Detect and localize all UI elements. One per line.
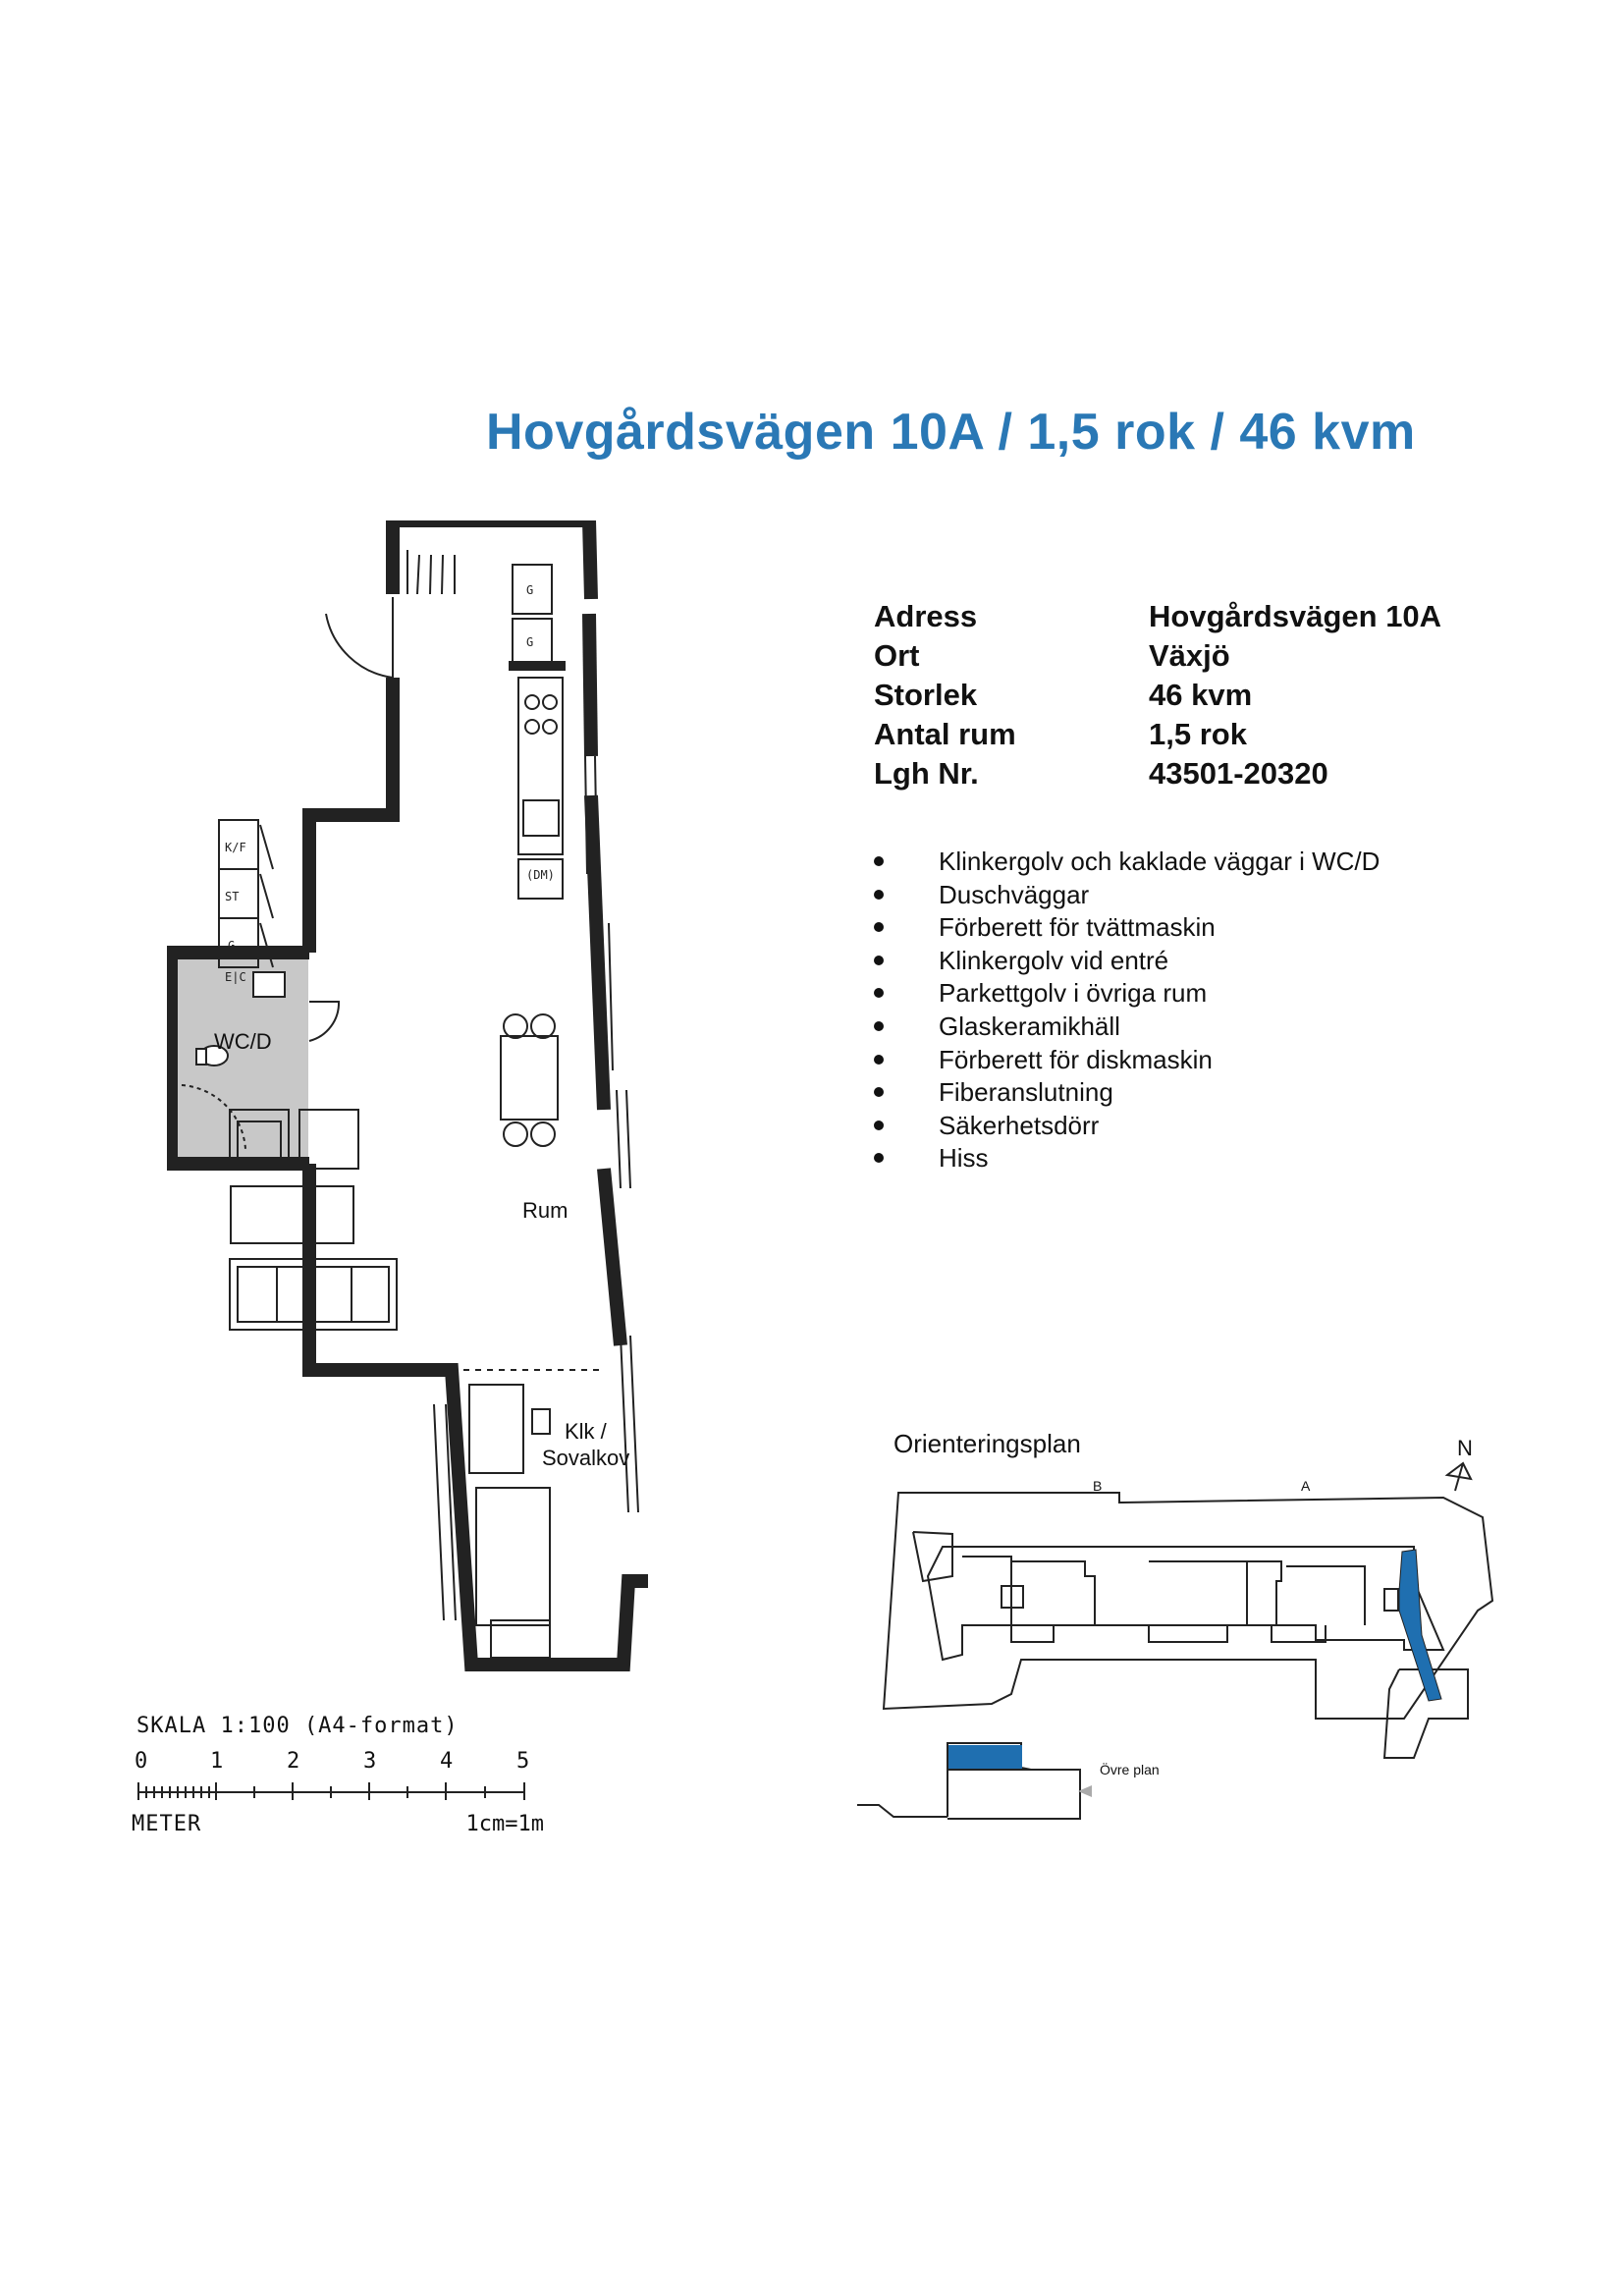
building-label-a: A	[1301, 1478, 1311, 1494]
bullet-icon	[874, 1153, 884, 1163]
info-row-address	[874, 599, 1483, 638]
scale-number: 5	[516, 1749, 530, 1774]
label-kf: K/F	[225, 841, 246, 854]
dining-table	[501, 1014, 558, 1146]
info-row-rooms	[874, 717, 1483, 756]
label-st: ST	[225, 890, 240, 903]
info-value: Hovgårdsvägen 10A	[1149, 599, 1442, 633]
bullet-icon	[874, 922, 884, 932]
apartment-highlight	[1399, 1550, 1441, 1701]
feature-item: Säkerhetsdörr	[874, 1111, 1380, 1144]
room-label-alcove: Klk /	[565, 1419, 607, 1444]
north-label: N	[1457, 1436, 1473, 1460]
label-dm: (DM)	[526, 868, 555, 882]
info-key: Storlek	[874, 678, 978, 712]
orientation-plan	[854, 1424, 1542, 1856]
info-value: 43501-20320	[1149, 756, 1328, 791]
scale-ruler	[137, 1778, 530, 1806]
feature-item: Förberett för tvättmaskin	[874, 912, 1380, 946]
site-outline	[884, 1493, 1492, 1758]
info-table	[874, 599, 1483, 795]
scale-bar	[132, 1714, 544, 1841]
feature-item: Duschväggar	[874, 880, 1380, 913]
scale-title: SKALA 1:100 (A4-format)	[136, 1714, 459, 1738]
entrance-door	[326, 597, 393, 678]
scale-number: 4	[440, 1749, 454, 1774]
label-g: G	[526, 635, 534, 649]
north-arrow-icon	[1447, 1463, 1471, 1491]
section-highlight	[948, 1745, 1022, 1769]
info-key: Lgh Nr.	[874, 756, 979, 791]
label-g: G	[526, 583, 534, 597]
feature-item: Förberett för diskmaskin	[874, 1045, 1380, 1078]
bullet-icon	[874, 1087, 884, 1097]
scale-unit-label: 1cm=1m	[465, 1812, 544, 1836]
room-label-wc: WC/D	[214, 1029, 272, 1054]
wardrobe	[407, 550, 455, 594]
bullet-icon	[874, 1121, 884, 1130]
wc-door	[309, 1002, 339, 1041]
upper-plan-label: Övre plan	[1100, 1762, 1160, 1777]
info-value: 1,5 rok	[1149, 717, 1247, 751]
bullet-icon	[874, 988, 884, 998]
room-label-living: Rum	[522, 1198, 568, 1223]
scale-number: 1	[210, 1749, 224, 1774]
bullet-icon	[874, 956, 884, 965]
feature-list	[874, 847, 1380, 1176]
info-value: Växjö	[1149, 638, 1230, 673]
building-label-b: B	[1093, 1478, 1103, 1494]
bullet-icon	[874, 1055, 884, 1065]
room-label-alcove: Sovalkov	[542, 1446, 630, 1470]
feature-item: Klinkergolv och kaklade väggar i WC/D	[874, 847, 1380, 880]
bullet-icon	[874, 856, 884, 866]
feature-item: Glaskeramikhäll	[874, 1011, 1380, 1045]
info-key: Adress	[874, 599, 978, 633]
feature-item: Parkettgolv i övriga rum	[874, 978, 1380, 1011]
info-row-size	[874, 678, 1483, 717]
info-key: Ort	[874, 638, 920, 673]
scale-meter-label: METER	[132, 1812, 202, 1836]
page-title: Hovgårdsvägen 10A / 1,5 rok / 46 kvm	[486, 404, 1416, 461]
bullet-icon	[874, 1021, 884, 1031]
floor-plan	[167, 520, 687, 1679]
alcove-furniture	[469, 1385, 550, 1658]
info-key: Antal rum	[874, 717, 1016, 751]
stove-bar	[509, 661, 566, 671]
orientation-title: Orienteringsplan	[893, 1429, 1081, 1458]
bullet-icon	[874, 890, 884, 900]
feature-item: Klinkergolv vid entré	[874, 946, 1380, 979]
label-g: G	[228, 939, 236, 953]
feature-item: Hiss	[874, 1143, 1380, 1176]
label-ec: E|C	[225, 970, 246, 984]
info-row-city	[874, 638, 1483, 678]
scale-number: 2	[287, 1749, 300, 1774]
scale-number: 3	[363, 1749, 377, 1774]
feature-item: Fiberanslutning	[874, 1077, 1380, 1111]
info-value: 46 kvm	[1149, 678, 1253, 712]
info-row-apartment-number	[874, 756, 1483, 795]
scale-number: 0	[135, 1749, 148, 1774]
kitchen-counter	[513, 565, 563, 899]
